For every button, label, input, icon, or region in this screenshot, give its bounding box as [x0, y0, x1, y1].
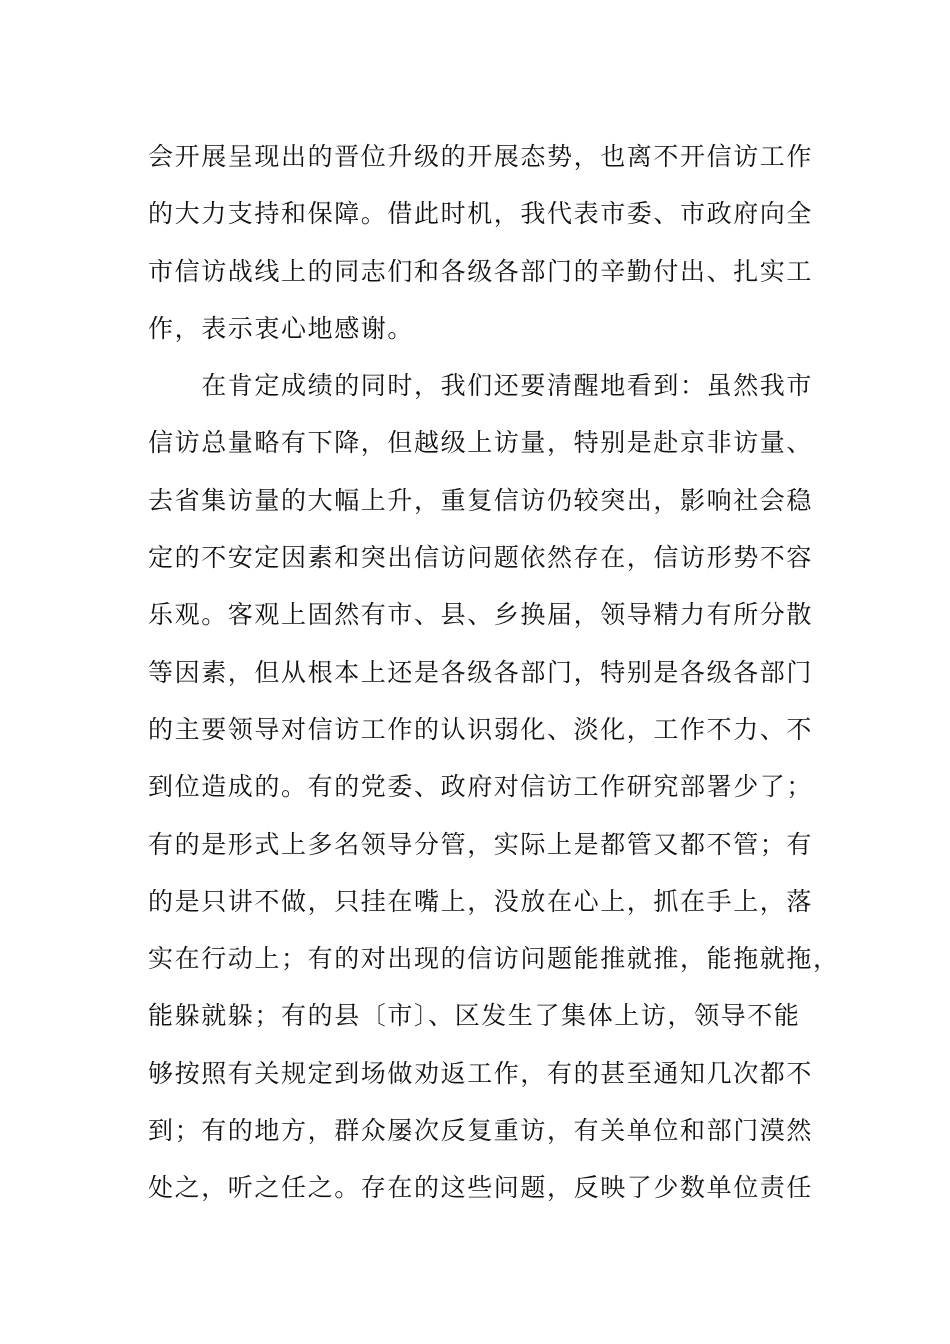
text-line-6: 信访总量略有下降，但越级上访量，特别是赴京非访量、: [148, 428, 814, 458]
text-line-1: 会开展呈现出的晋位升级的开展态势，也离不开信访工作: [148, 142, 814, 171]
text-line-15: 实在行动上；有的对出现的信访问题能推就推，能拖就拖，: [148, 944, 840, 974]
text-line-18: 到；有的地方，群众屡次反复重访，有关单位和部门漠然: [148, 1116, 814, 1146]
text-line-5: 在肯定成绩的同时，我们还要清醒地看到：虽然我市: [148, 371, 814, 401]
text-line-4: 作，表示衷心地感谢。: [148, 313, 415, 343]
text-line-12: 到位造成的。有的党委、政府对信访工作研究部署少了；: [148, 772, 814, 802]
text-line-2: 的大力支持和保障。借此时机，我代表市委、市政府向全: [148, 199, 814, 229]
text-line-16: 能躲就躲；有的县〔市〕、区发生了集体上访，领导不能: [148, 1001, 801, 1031]
text-line-3: 市信访战线上的同志们和各级各部门的辛勤付出、扎实工: [148, 256, 814, 286]
text-line-14: 的是只讲不做，只挂在嘴上，没放在心上，抓在手上，落: [148, 886, 814, 916]
text-line-13: 有的是形式上多名领导分管，实际上是都管又都不管；有: [148, 829, 814, 859]
text-line-9: 乐观。客观上固然有市、县、乡换届，领导精力有所分散: [148, 600, 814, 630]
text-line-11: 的主要领导对信访工作的认识弱化、淡化，工作不力、不: [148, 714, 814, 744]
body-text: [148, 128, 840, 1217]
text-line-8: 定的不安定因素和突出信访问题依然存在，信访形势不容: [148, 543, 814, 573]
text-line-17: 够按照有关规定到场做劝返工作，有的甚至通知几次都不: [148, 1058, 814, 1088]
text-line-19: 处之，听之任之。存在的这些问题，反映了少数单位责任: [148, 1173, 814, 1203]
text-line-10: 等因素，但从根本上还是各级各部门，特别是各级各部门: [148, 657, 814, 687]
text-line-7: 去省集访量的大幅上升，重复信访仍较突出，影响社会稳: [148, 485, 814, 515]
